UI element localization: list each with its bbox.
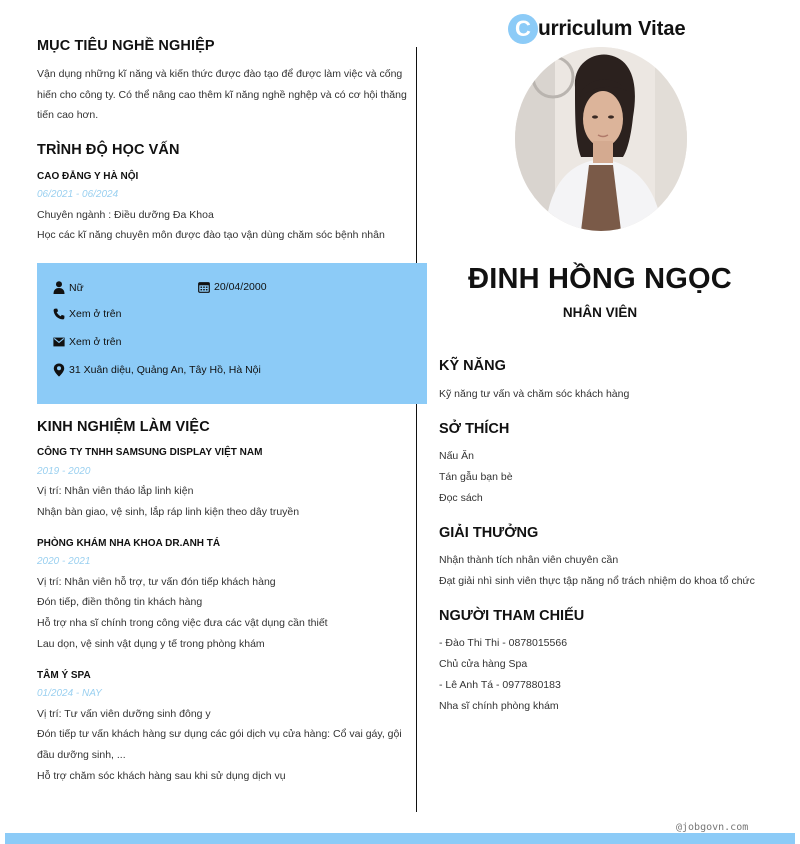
- skills-title: KỸ NĂNG: [439, 358, 506, 374]
- education-school: CAO ĐẲNG Y HÀ NỘI: [37, 171, 139, 182]
- job-company: PHÒNG KHÁM NHA KHOA DR.ANH TÁ: [37, 538, 221, 549]
- reference-item: - Đào Thi Thi - 0878015566: [439, 637, 568, 649]
- phone-value: Xem ở trên: [69, 308, 122, 320]
- experience-title: KINH NGHIỆM LÀM VIỆC: [37, 419, 210, 435]
- objective-title: MỤC TIÊU NGHỀ NGHIỆP: [37, 38, 215, 54]
- job-line: Vị trí: Tư vấn viên dưỡng sinh đông y: [37, 708, 211, 720]
- job-line: Lau dọn, vệ sinh vật dụng y tế trong phòng khám: [37, 638, 265, 650]
- cv-title: [508, 12, 686, 46]
- award-item: Đạt giải nhì sinh viên thực tập năng nổ trách nhiệm do khoa tổ chức: [439, 575, 755, 587]
- hobby-item: Đọc sách: [439, 492, 483, 504]
- education-major: Chuyên ngành : Điều dưỡng Đa Khoa: [37, 209, 214, 221]
- references-title: NGƯỜI THAM CHIẾU: [439, 608, 585, 624]
- watermark: @jobgovn.com: [676, 822, 749, 833]
- job-line: Nhận bàn giao, vệ sinh, lắp ráp linh kiện theo dây truyền: [37, 506, 300, 518]
- job-period: 2020 - 2021: [37, 556, 91, 567]
- contact-phone: [53, 308, 121, 320]
- objective-line: hiến cho công ty. Có thể nâng cao thêm kĩ năng nghề nghệp và có cơ hội thăng: [37, 89, 407, 101]
- mail-icon: [53, 337, 65, 347]
- hobby-item: Tán gẫu bạn bè: [439, 471, 513, 483]
- job-line: Đón tiếp, điền thông tin khách hàng: [37, 596, 203, 608]
- dob-value: 20/04/2000: [214, 281, 267, 293]
- contact-dob: [198, 281, 267, 293]
- contact-address: [53, 363, 261, 377]
- award-item: Nhận thành tích nhân viên chuyên cần: [439, 554, 619, 566]
- reference-item: Nha sĩ chính phòng khám: [439, 700, 559, 712]
- reference-item: Chủ cửa hàng Spa: [439, 658, 528, 670]
- phone-icon: [53, 308, 65, 320]
- gender-value: Nữ: [69, 281, 84, 294]
- hobbies-title: SỞ THÍCH: [439, 421, 510, 437]
- column-divider: [416, 47, 417, 265]
- cv-title-letter: C: [508, 14, 538, 44]
- location-icon: [53, 363, 65, 377]
- education-period: 06/2021 - 06/2024: [37, 189, 119, 200]
- address-value: 31 Xuân diệu, Quảng An, Tây Hồ, Hà Nội: [69, 364, 261, 376]
- objective-line: tiến cao hơn.: [37, 109, 99, 121]
- education-title: TRÌNH ĐỘ HỌC VẤN: [37, 142, 180, 158]
- contact-email: [53, 336, 121, 348]
- job-line: Hỗ trợ nha sĩ chính trong công việc đưa các vật dụng cần thiết: [37, 617, 328, 629]
- job-line: Đón tiếp tư vấn khách hàng sư dụng các gói dịch vụ cửa hàng: Cổ vai gáy, gội: [37, 728, 402, 740]
- awards-title: GIẢI THƯỞNG: [439, 525, 539, 541]
- profile-photo: [515, 47, 687, 231]
- skill-item: Kỹ năng tư vấn và chăm sóc khách hàng: [439, 388, 630, 400]
- hobby-item: Nấu Ăn: [439, 450, 475, 462]
- cv-title-text: urriculum: [538, 17, 633, 40]
- job-line: Hỗ trợ chăm sóc khách hàng sau khi sử dụng dịch vụ: [37, 770, 286, 782]
- job-company: CÔNG TY TNHH SAMSUNG DISPLAY VIỆT NAM: [37, 447, 263, 458]
- job-period: 2019 - 2020: [37, 466, 91, 477]
- objective-line: Vận dụng những kĩ năng và kiến thức được đào tạo để được làm việc và cống: [37, 68, 403, 80]
- cv-title-vitae: Vitae: [638, 17, 686, 40]
- bottom-bar: [5, 833, 795, 844]
- person-name: ĐINH HỒNG NGỌC: [468, 263, 732, 295]
- column-divider: [416, 404, 417, 812]
- job-line: Vị trí: Nhân viên hỗ trợ, tư vấn đón tiếp khách hàng: [37, 576, 276, 588]
- person-role: NHÂN VIÊN: [562, 305, 638, 320]
- education-desc: Học các kĩ năng chuyên môn được đào tạo vận dùng chăm sóc bệnh nhân: [37, 229, 385, 241]
- person-icon: [53, 281, 65, 294]
- job-company: TÂM Ý SPA: [37, 670, 91, 681]
- job-period: 01/2024 - NAY: [37, 688, 102, 699]
- contact-gender: [53, 281, 84, 294]
- job-line: đầu dưỡng sinh, ...: [37, 749, 126, 761]
- calendar-icon: [198, 281, 210, 293]
- job-line: Vị trí: Nhân viên tháo lắp linh kiện: [37, 485, 194, 497]
- reference-item: - Lê Anh Tá - 0977880183: [439, 679, 561, 691]
- email-value: Xem ở trên: [69, 336, 122, 348]
- profile-photo-illustration: [515, 47, 687, 231]
